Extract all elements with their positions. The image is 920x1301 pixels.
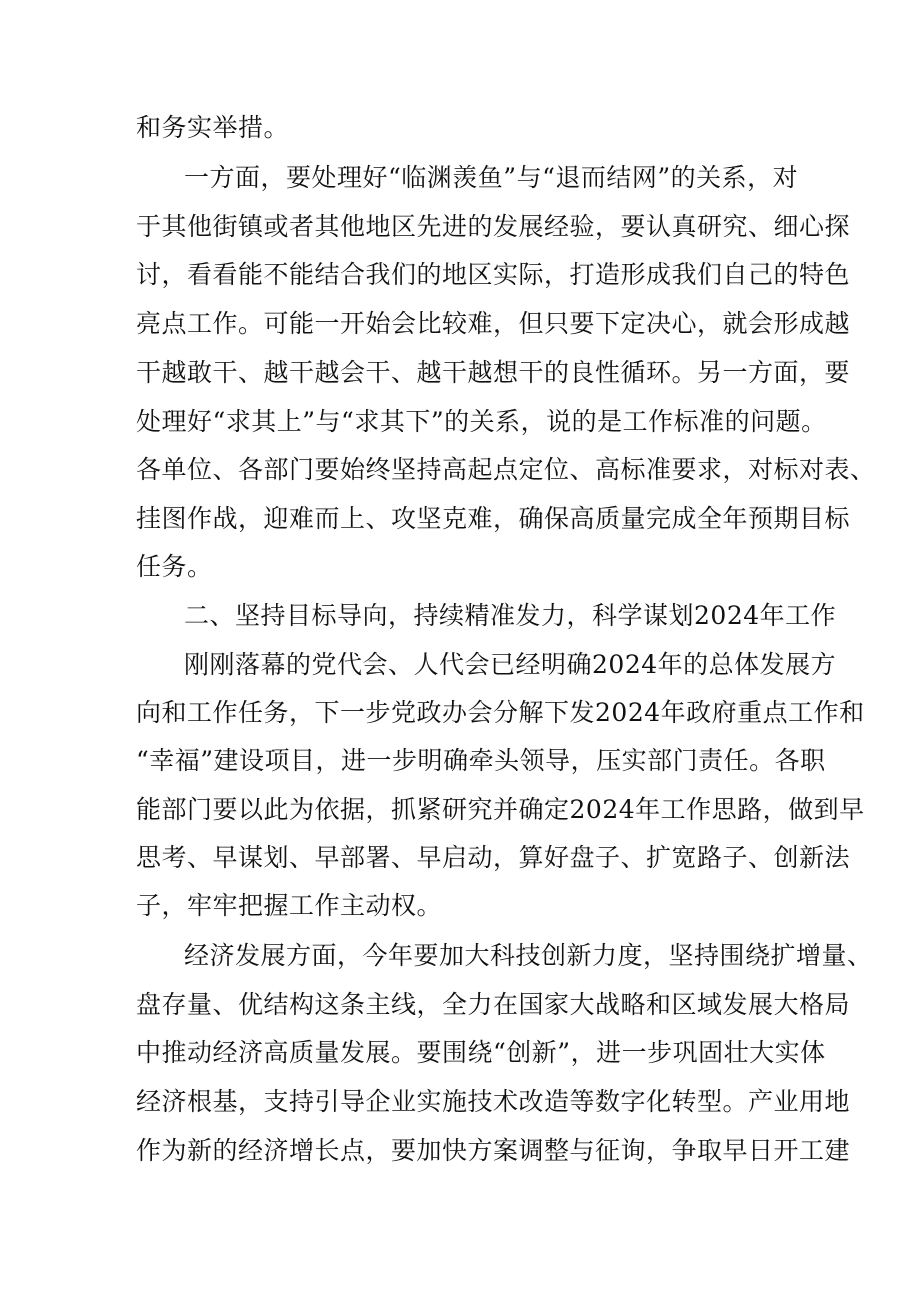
text-line: 作为新的经济增长点，要加快方案调整与征询，争取早日开工建 xyxy=(136,1136,851,1165)
section-heading: 二、坚持目标导向，持续精准发力，科学谋划2024年工作 xyxy=(184,601,837,630)
text-line: 经济根基，支持引导企业实施技术改造等数字化转型。产业用地 xyxy=(136,1087,851,1116)
text-line: 于其他街镇或者其他地区先进的发展经验，要认真研究、细心探 xyxy=(136,212,851,241)
text-line: 思考、早谋划、早部署、早启动，算好盘子、扩宽路子、创新法 xyxy=(136,843,851,872)
text-line: 亮点工作。可能一开始会比较难，但只要下定决心，就会形成越 xyxy=(136,309,851,338)
text-line: 子，牢牢把握工作主动权。 xyxy=(136,891,443,920)
text-line: 向和工作任务，下一步党政办会分解下发2024年政府重点工作和 xyxy=(136,698,865,727)
text-line: 盘存量、优结构这条主线，全力在国家大战略和区域发展大格局 xyxy=(136,990,851,1019)
text-line: “幸福”建设项目，进一步明确牵头领导，压实部门责任。各职 xyxy=(136,746,826,775)
text-line: 处理好“求其上”与“求其下”的关系，说的是工作标准的问题。 xyxy=(136,407,827,436)
paragraph-first-line: 经济发展方面，今年要加大科技创新力度，坚持围绕扩增量、 xyxy=(184,941,873,970)
text-line: 干越敢干、越干越会干、越干越想干的良性循环。另一方面，要 xyxy=(136,358,851,387)
paragraph-first-line: 刚刚落幕的党代会、人代会已经明确2024年的总体发展方 xyxy=(184,650,837,679)
text-line: 挂图作战，迎难而上、攻坚克难，确保高质量完成全年预期目标 xyxy=(136,504,851,533)
text-line: 能部门要以此为依据，抓紧研究并确定2024年工作思路，做到早 xyxy=(136,795,865,824)
text-line: 各单位、各部门要始终坚持高起点定位、高标准要求，对标对表、 xyxy=(136,455,876,484)
text-line: 和务实举措。 xyxy=(136,113,290,142)
text-line: 讨，看看能不能结合我们的地区实际，打造形成我们自己的特色 xyxy=(136,260,851,289)
text-line: 中推动经济高质量发展。要围绕“创新”，进一步巩固壮大实体 xyxy=(136,1038,826,1067)
text-line: 任务。 xyxy=(136,552,213,581)
paragraph-first-line: 一方面，要处理好“临渊羡鱼”与“退而结网”的关系，对 xyxy=(184,163,799,192)
